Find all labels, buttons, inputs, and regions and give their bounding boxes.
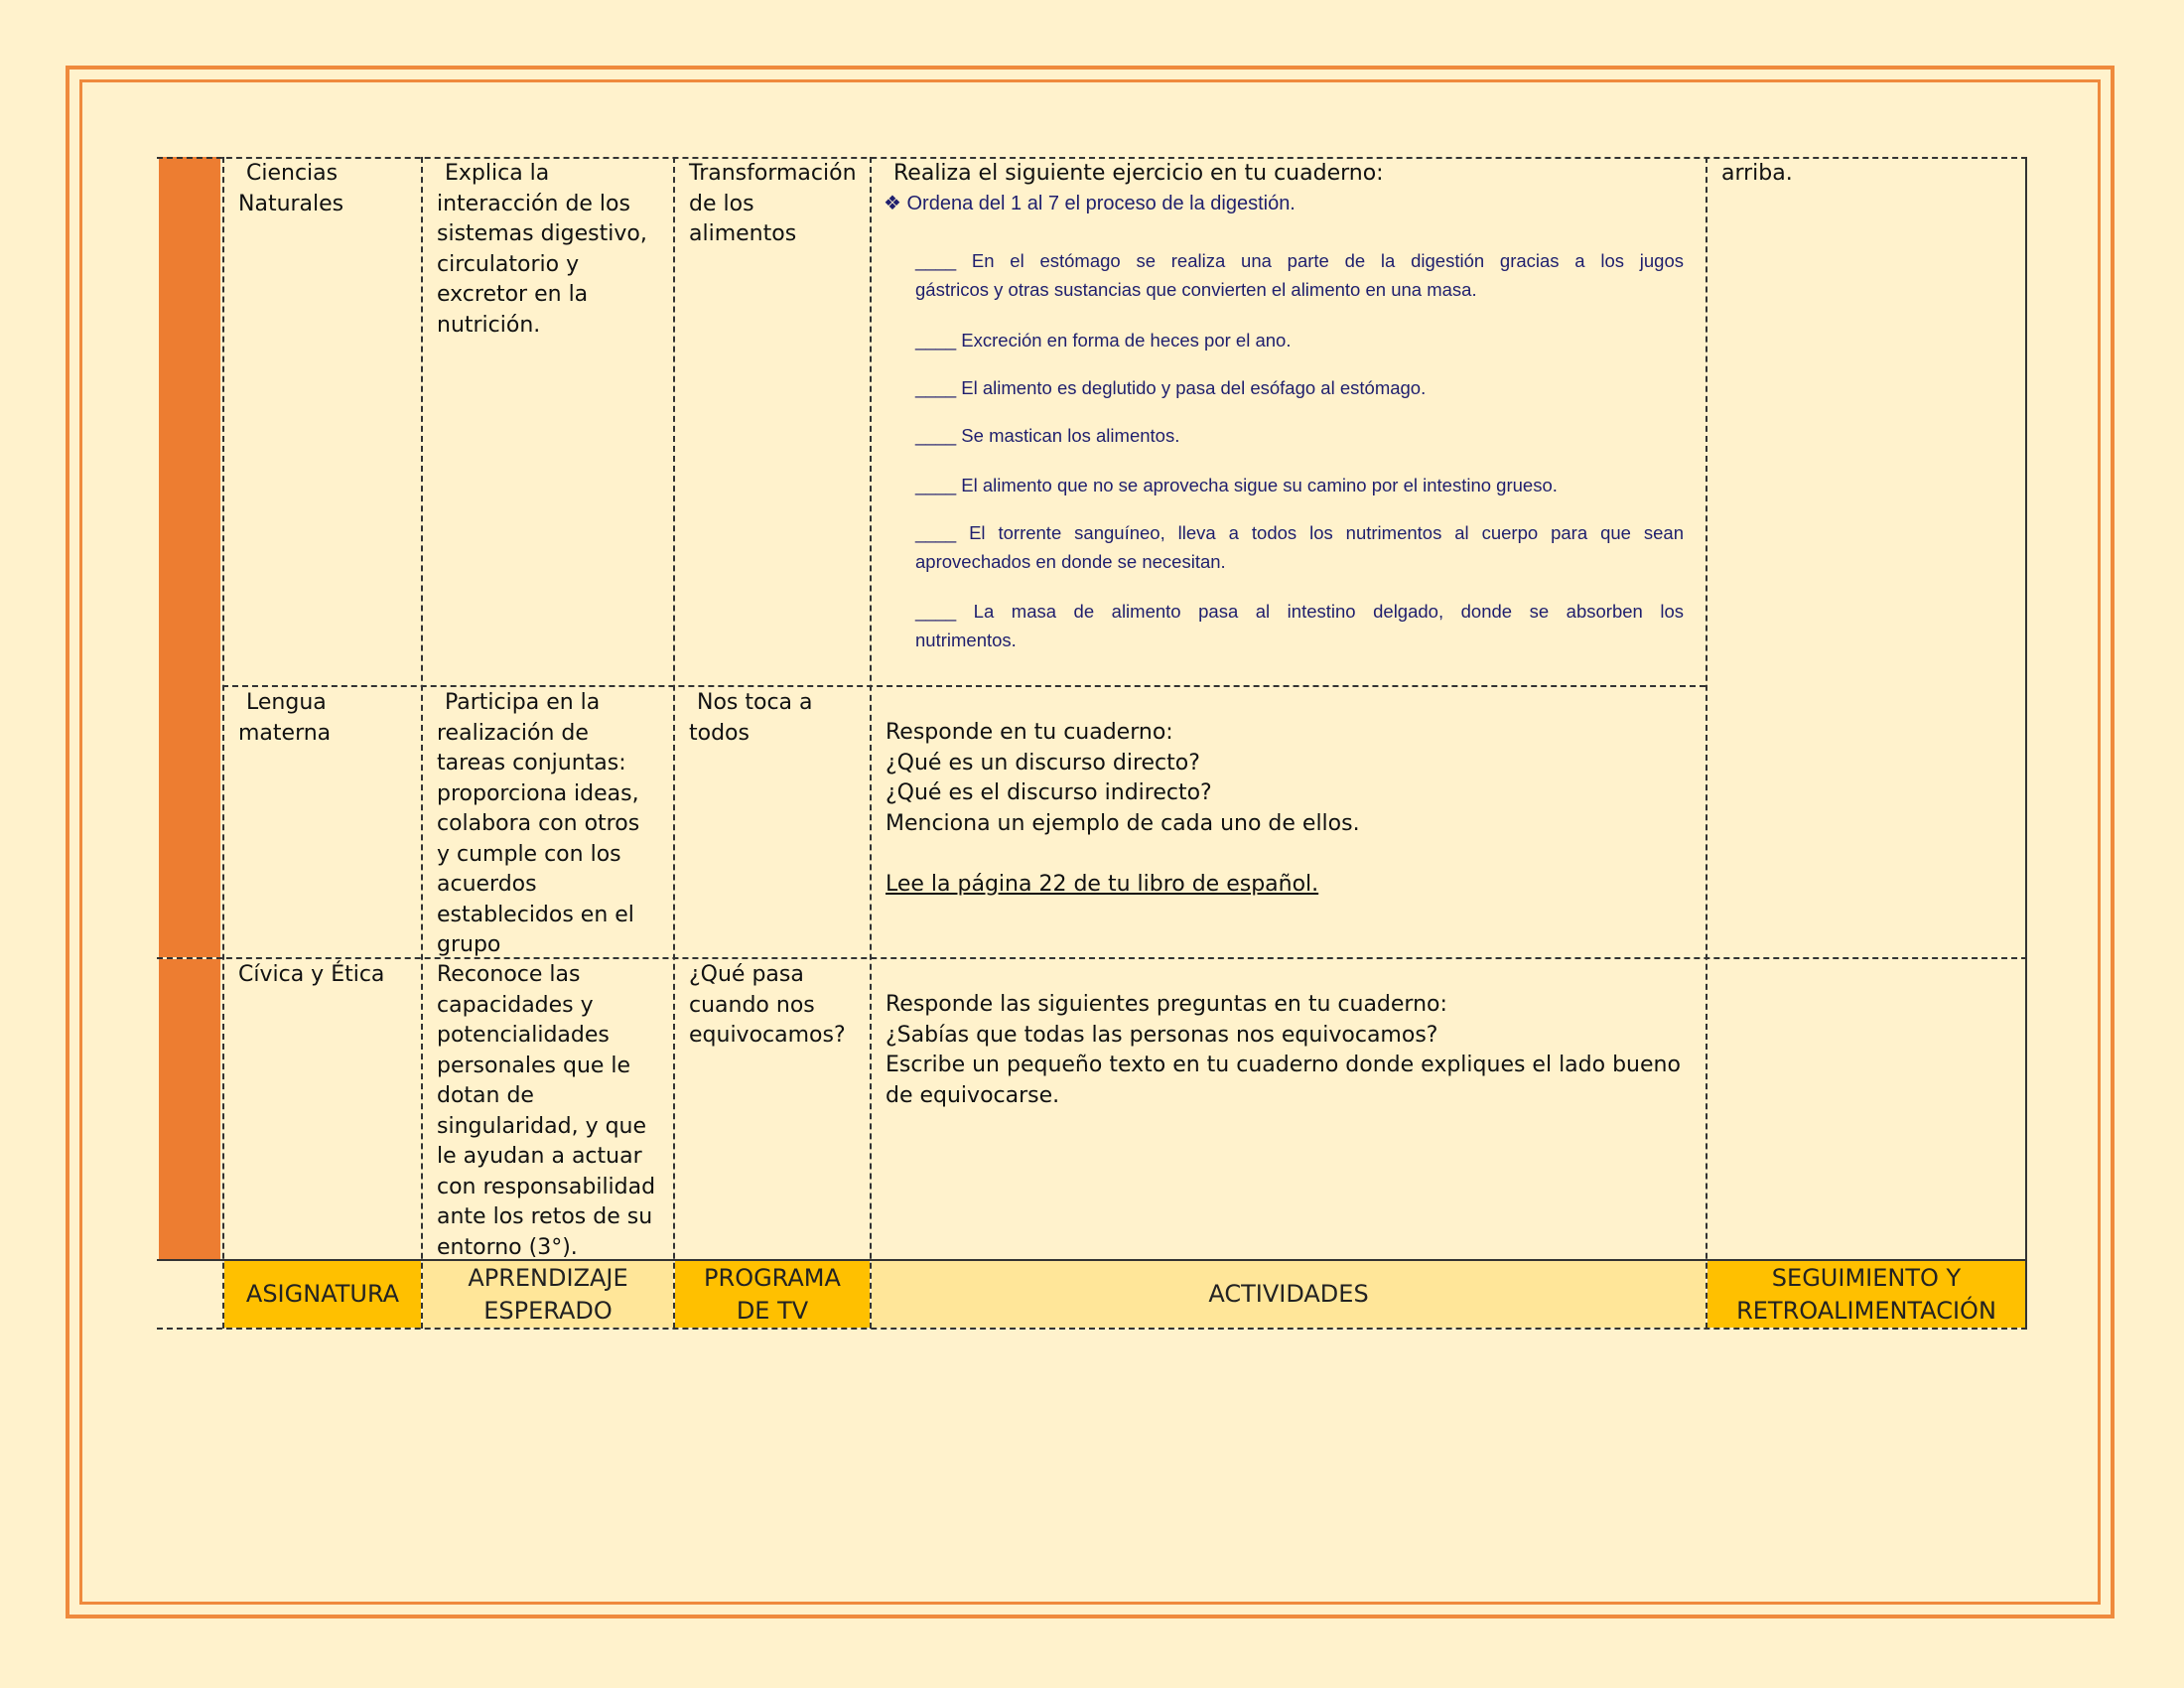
row2-program-line: Nos toca a [697,690,813,715]
row1-activities-intro-text: Realiza el siguiente ejercicio en tu cuaderno: [893,161,1384,186]
row2-subject-line: materna [238,720,332,746]
row2-learning-line: realización de [437,720,589,746]
row2-learning-line: establecidos en el [437,902,634,927]
left-color-band-bottom [159,959,220,1259]
task-line: ____ La masa de alimento pasa al intestino delgado, donde se absorben los [915,601,1684,622]
row3-activities-line: Escribe un pequeño texto en tu cuaderno donde expliques el lado bueno [886,1053,1681,1077]
row3-program-line: cuando nos [689,992,815,1018]
row1-activities-bullet [884,189,1296,218]
row3-subject-line: Cívica y Ética [238,962,385,987]
row3-learning-line: le ayudan a actuar [437,1144,642,1169]
task-line: gástricos y otras sustancias que convierten el alimento en una masa. [915,279,1477,300]
row1-followup [1707,159,2025,190]
digestion-task-3 [915,373,1684,402]
row3-learning-line: ante los retos de su [437,1204,653,1229]
row3-activities-line: ¿Sabías que todas las personas nos equivocamos? [886,1022,1438,1048]
digestion-task-2 [915,326,1684,354]
row1-activities-intro [872,159,1706,190]
task-line: nutrimentos. [915,630,1017,650]
row2-subject-line: Lengua [246,690,327,715]
row2-learning-line: proporciona ideas, [437,780,639,806]
row1-program-line: alimentos [689,221,797,246]
row1-program-line: Transformación [689,161,857,186]
column-header-asignatura [224,1261,421,1328]
row2-learning-line: grupo [437,932,501,957]
row3-learning-line: personales que le [437,1053,631,1078]
textbook-reading-instruction: Lee la página 22 de tu libro de español. [886,871,1319,897]
row2-learning-line: acuerdos [437,872,537,897]
row3-program-line: ¿Qué pasa [689,962,804,987]
row1-learning-line: sistemas digestivo, [437,221,647,246]
row3-subject [224,960,419,991]
row3-program-line: equivocamos? [689,1023,846,1048]
bullet-diamond-icon: ❖ [884,193,901,214]
row3-learning-line: dotan de [437,1083,534,1108]
column-header-programa [675,1261,870,1328]
row1-program-line: de los [689,191,754,216]
column-header-seguimiento-line: SEGUIMIENTO Y [1771,1263,1962,1292]
row1-learning-line: nutrición. [437,312,541,338]
row1-subject [224,159,419,219]
row3-learning-line: entorno (3°). [437,1234,578,1260]
row2-subject [224,688,419,749]
column-header-seguimiento-line: RETROALIMENTACIÓN [1736,1296,1996,1325]
task-line: ____ Excreción en forma de heces por el ano. [915,330,1292,351]
row2-program [675,688,870,749]
row1-subject-line: Ciencias [246,161,339,186]
row2-activities-line: Menciona un ejemplo de cada uno de ellos. [886,810,1360,836]
row1-learning-line: circulatorio y [437,251,580,277]
row2-activities [872,718,1706,900]
column-header-actividades-text: ACTIVIDADES [1208,1280,1369,1308]
row3-activities [872,990,1706,1111]
row1-subject-line: Naturales [238,191,344,216]
row3-learning-line: con responsabilidad [437,1174,656,1199]
row2-learning-line: colabora con otros [437,811,640,836]
digestion-task-7 [915,597,1684,654]
column-header-actividades [872,1261,1706,1328]
row1-learning [423,159,671,341]
column-header-programa-line: PROGRAMA [704,1263,841,1292]
row3-activities-line: Responde las siguientes preguntas en tu cuaderno: [886,992,1447,1017]
row2-learning-line: Participa en la [445,690,601,715]
row-line-1 [222,685,1706,687]
task-line: ____ El torrente sanguíneo, lleva a todos los nutrimentos al cuerpo para que sean [915,522,1684,543]
row1-program [675,159,870,250]
digestion-task-1 [915,246,1684,304]
row1-learning-line: interacción de los [437,191,630,216]
column-header-asignatura-text: ASIGNATURA [245,1280,400,1308]
row3-learning-line: Reconoce las [437,962,581,987]
column-header-programa-line: DE TV [736,1296,809,1325]
column-header-aprendizaje-line: ESPERADO [483,1296,613,1325]
row2-learning [423,688,671,961]
row1-learning-line: excretor en la [437,282,589,307]
digestion-task-4 [915,421,1684,450]
row1-learning-line: Explica la [445,161,550,186]
row3-learning-line: capacidades y [437,992,594,1018]
task-line: ____ En el estómago se realiza una parte de la digestión gracias a los jugos [915,250,1684,271]
table-bottom-border [157,1328,2027,1330]
row3-learning-line: singularidad, y que [437,1113,647,1139]
row3-learning [423,960,671,1263]
row2-learning-line: y cumple con los [437,841,621,867]
row1-activities-bullet-text: Ordena del 1 al 7 el proceso de la digestión. [906,193,1296,214]
task-line: ____ El alimento que no se aprovecha sigue su camino por el intestino grueso. [915,475,1558,495]
row2-activities-line: ¿Qué es el discurso indirecto? [886,780,1212,805]
column-header-aprendizaje-line: APRENDIZAJE [468,1263,628,1292]
row2-activities-line: ¿Qué es un discurso directo? [886,750,1200,775]
row3-learning-line: potencialidades [437,1023,610,1048]
column-header-seguimiento [1707,1261,2025,1328]
column-header-aprendizaje [423,1261,673,1328]
digestion-task-6 [915,518,1684,576]
task-line: ____ El alimento es deglutido y pasa del esófago al estómago. [915,377,1427,398]
col-line-6 [2025,157,2027,1329]
row3-activities-line: de equivocarse. [886,1082,1060,1108]
row3-program [675,960,870,1052]
digestion-task-5 [915,471,1684,499]
row2-program-line: todos [689,720,750,746]
row1-followup-text: arriba. [1721,161,1793,186]
task-line: aprovechados en donde se necesitan. [915,551,1226,572]
row2-activities-line: Responde en tu cuaderno: [886,720,1173,745]
row2-learning-line: tareas conjuntas: [437,751,626,775]
left-color-band-top [159,157,220,957]
col-line-5 [1706,157,1707,1329]
task-line: ____ Se mastican los alimentos. [915,425,1180,446]
